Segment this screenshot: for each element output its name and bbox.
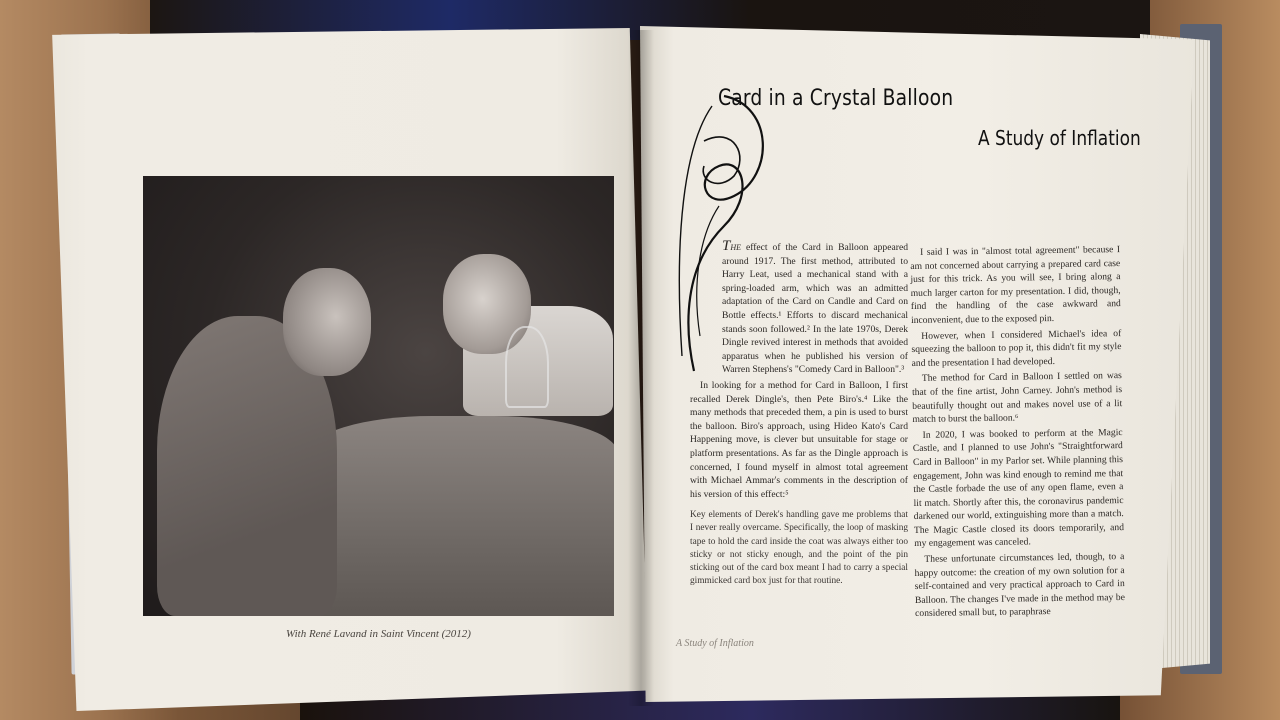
paragraph [722,240,908,377]
paragraph: I said I was in "almost total agreement" because I am not concerned about carrying a prepared card case just for this trick. As you will see, I bring along a much larger carton for my presentation. I did, though, find the handling of the case awkward and inconvenient, due to the exposed pin. [910,244,1121,326]
photo-person-left-head [283,268,371,376]
photo-table [308,416,614,616]
photograph [143,176,614,616]
paragraph: However, when I considered Michael's idea of squeezing the balloon to pop it, this didn't fit my style and the presentation I had developed. [911,327,1122,369]
text-column-right [910,243,1125,623]
text-column-left [690,240,908,591]
paragraph: In 2020, I was booked to perform at the Magic Castle, and I planned to use John's "Straightforward Card in Balloon" in my Parlor set. While planning this engagement, John was kind enough to remind me that the Castle forbade the use of any open flame, even a lit match. Shortly after this, the coronavirus pandemic darkened our world, extinguishing more than a match. The Magic Castle closed its doors temporarily, and my engagement was canceled. [912,426,1125,550]
photo-wine-glass [505,326,549,408]
photo-caption: With René Lavand in Saint Vincent (2012) [286,628,471,640]
book-gutter [628,30,654,706]
chapter-subtitle: A Study of Inflation [978,126,1141,150]
paragraph-text: effect of the Card in Balloon appeared around 1917. The first method, attributed to Harry Leat, used a mechanical stand with a spring-loaded arm, which was an admitted adaptation of the Card on Candle and Card on Bottle effects.¹ Efforts to discard mechanical stands soon followed.² In the late 1970s, Derek Dingle revived interest in methods that avoided apparatus when he published his version of Warren Stephens's "Comedy Card in Balloon".³ [722,242,908,376]
chapter-title: Card in a Crystal Balloon [718,86,954,111]
block-quote [690,509,908,588]
quote-text: Key elements of Derek's handling gave me problems that I never really overcame. Specifically, the loop of masking tape to hold the card inside the coat was always either too sticky or not sticky enough, and the point of the pin sticking out of the card box meant I had to carry a special gimmicked card box just for that routine. [690,510,908,587]
paragraph: The method for Card in Balloon I settled on was that of the fine artist, John Carney. John's method is beautifully thought out and makes novel use of a lit match to burst the balloon.⁶ [911,370,1123,426]
paragraph: These unfortunate circumstances led, though, to a happy outcome: the creation of my own solution for a self-contained and very practical approach to Card in Balloon. The changes I've made in the method may be considered small but, to paraphrase [914,551,1126,620]
running-footer: A Study of Inflation [676,638,754,649]
drop-cap: T [722,238,731,254]
drop-cap-rest: HE [730,243,742,252]
paragraph: In looking for a method for Card in Balloon, I first recalled Derek Dingle's, then Pete Biro's.⁴ Like the many methods that preceded them, a pin is used to burst the balloon. Biro's approach, using Hideo Kato's Card Happening move, is clever but unsuitable for stage or platform presentations. As far as the Dingle approach is concerned, I found myself in almost total agreement with Michael Ammar's comments in the description of his version of this effect:⁵ [690,379,908,500]
